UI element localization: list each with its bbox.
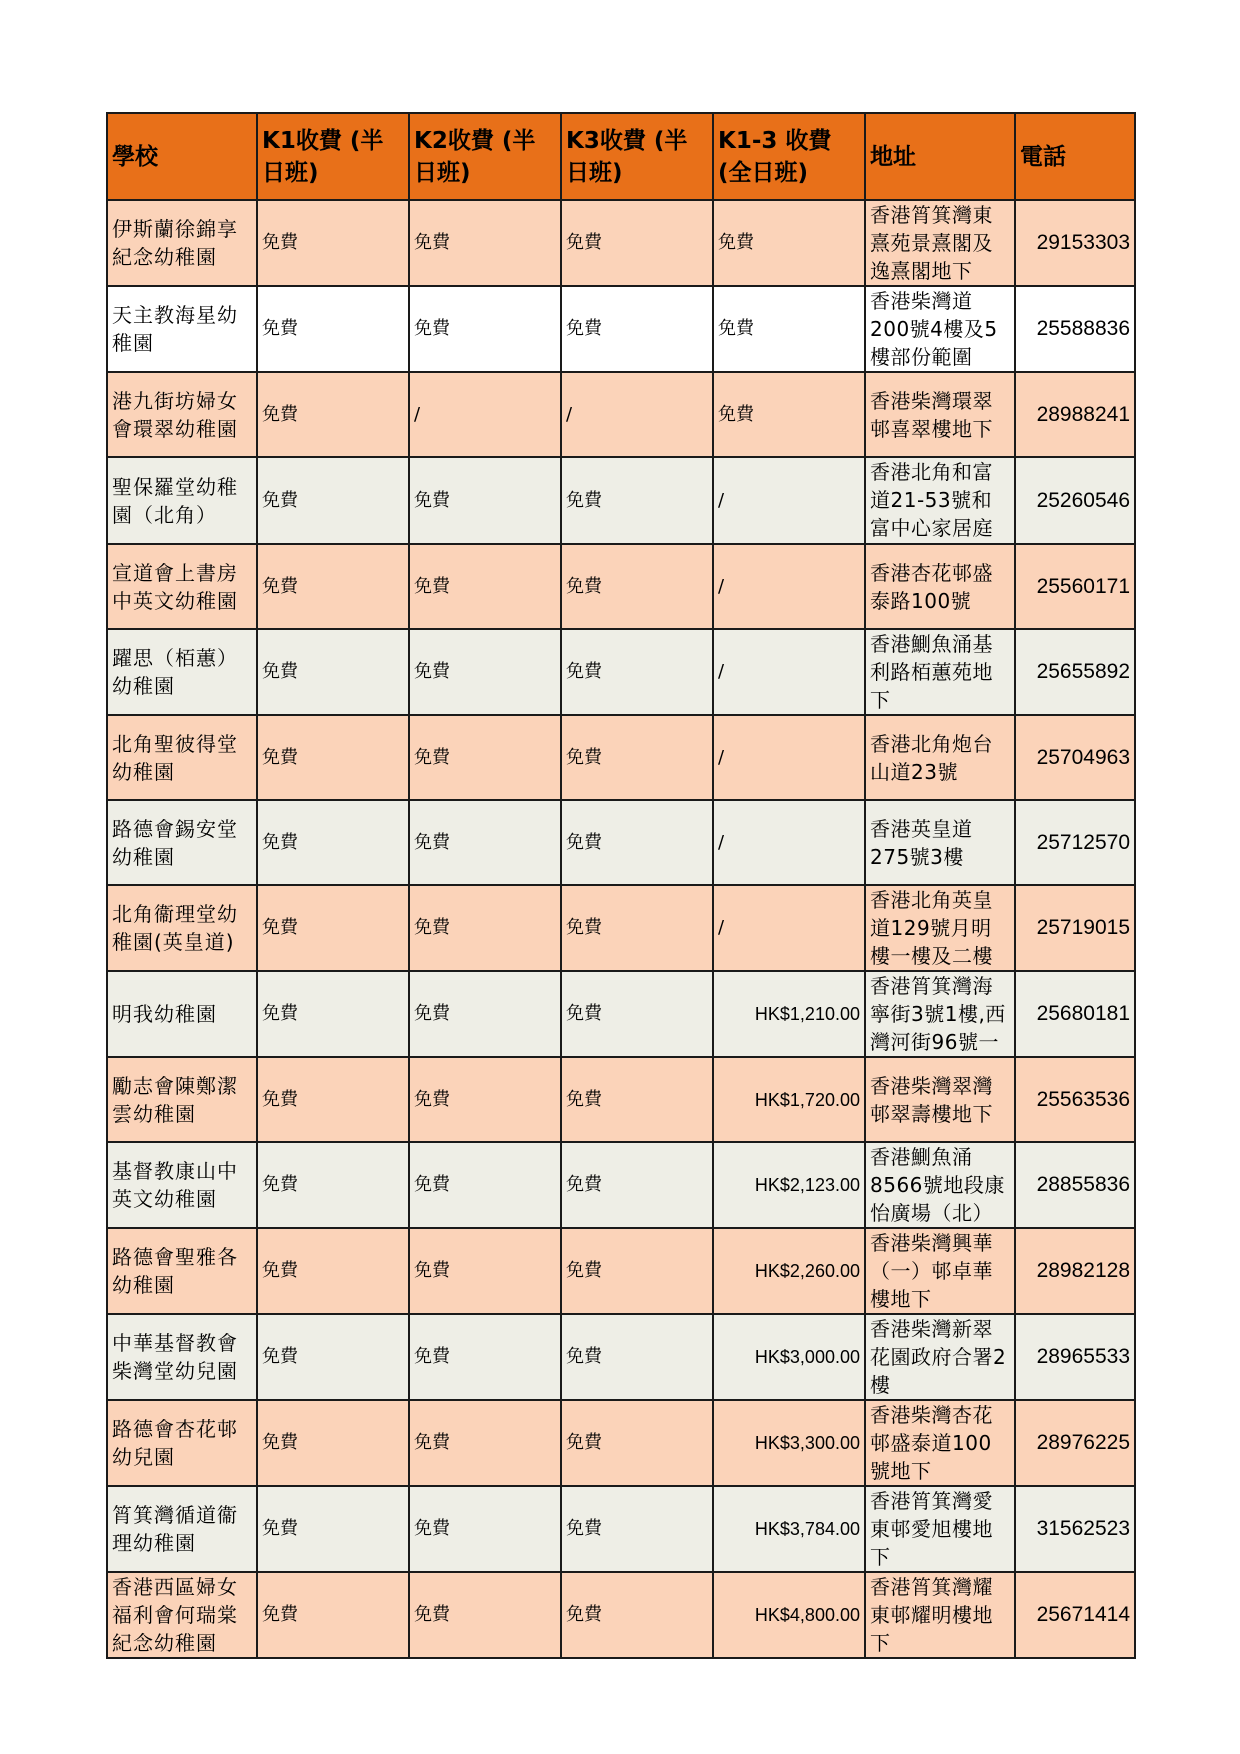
address-cell [865,800,1015,885]
header-address: 地址 [865,113,1015,200]
header-row [107,113,1135,200]
k3-fee-cell: 免費 [561,1400,713,1486]
k13-fee-cell: / [713,715,865,800]
k13-fee-cell: HK$1,720.00 [713,1057,865,1142]
phone-cell: 25260546 [1015,457,1135,544]
k1-fee-cell: 免費 [257,885,409,971]
phone-cell: 28982128 [1015,1228,1135,1314]
k3-fee-cell: 免費 [561,1142,713,1228]
k2-fee-cell: 免費 [409,286,561,372]
address-cell [865,1228,1015,1314]
phone-cell: 25719015 [1015,885,1135,971]
k1-fee-cell: 免費 [257,1228,409,1314]
address-text: 香港筲箕灣耀東邨耀明樓地下 [870,1575,993,1655]
school-name-cell: 伊斯蘭徐錦享紀念幼稚園 [107,200,257,286]
school-name-cell: 躍思（栢蕙）幼稚園 [107,629,257,715]
school-name-cell: 聖保羅堂幼稚園（北角） [107,457,257,544]
table-row [107,1400,1135,1486]
k13-fee-cell: 免費 [713,200,865,286]
k2-fee-cell: 免費 [409,715,561,800]
address-cell [865,457,1015,544]
k1-fee-cell: 免費 [257,1057,409,1142]
k1-fee-cell: 免費 [257,1400,409,1486]
k1-fee-cell: 免費 [257,457,409,544]
phone-cell: 28965533 [1015,1314,1135,1400]
k13-fee-cell: HK$1,210.00 [713,971,865,1057]
k2-fee-cell: 免費 [409,1572,561,1658]
address-text: 香港北角和富道21-53號和富中心家居庭 [870,460,993,540]
k13-fee-cell: 免費 [713,286,865,372]
address-cell [865,544,1015,629]
address-text: 香港柴灣新翠花園政府合署2樓 [870,1317,1007,1397]
kindergarten-fee-table [106,112,1136,1659]
k13-fee-cell: HK$2,123.00 [713,1142,865,1228]
k1-fee-cell: 免費 [257,971,409,1057]
k3-fee-cell: 免費 [561,1486,713,1572]
address-text: 香港北角炮台山道23號 [870,731,993,784]
k13-fee-cell: HK$3,300.00 [713,1400,865,1486]
table-row [107,629,1135,715]
k3-fee-cell: 免費 [561,629,713,715]
k1-fee-cell: 免費 [257,286,409,372]
table-row [107,1486,1135,1572]
address-text: 香港筲箕灣東熹苑景熹閣及逸熹閣地下 [870,203,993,283]
k3-fee-cell: 免費 [561,715,713,800]
phone-cell: 25563536 [1015,1057,1135,1142]
k1-fee-cell: 免費 [257,629,409,715]
k13-fee-cell: HK$3,000.00 [713,1314,865,1400]
phone-cell: 25560171 [1015,544,1135,629]
phone-cell: 25704963 [1015,715,1135,800]
address-text: 香港柴灣環翠邨喜翠樓地下 [870,388,993,441]
k1-fee-cell: 免費 [257,1314,409,1400]
k13-fee-cell: / [713,544,865,629]
table-row [107,1142,1135,1228]
header-school: 學校 [107,113,257,200]
table-header [107,113,1135,200]
k1-fee-cell: 免費 [257,1142,409,1228]
k3-fee-cell: 免費 [561,200,713,286]
phone-cell: 25712570 [1015,800,1135,885]
k2-fee-cell: 免費 [409,629,561,715]
header-k1-fee: K1收費 (半日班) [257,113,409,200]
table-body [107,200,1135,1658]
k13-fee-cell: / [713,457,865,544]
school-name-cell: 路德會聖雅各幼稚園 [107,1228,257,1314]
school-name-cell: 北角衞理堂幼稚園(英皇道) [107,885,257,971]
k13-fee-cell: / [713,800,865,885]
address-cell [865,715,1015,800]
k2-fee-cell: 免費 [409,1142,561,1228]
k3-fee-cell: 免費 [561,800,713,885]
k2-fee-cell: 免費 [409,1486,561,1572]
k2-fee-cell: 免費 [409,971,561,1057]
address-text: 香港杏花邨盛泰路100號 [870,560,993,613]
address-cell [865,286,1015,372]
k2-fee-cell: 免費 [409,544,561,629]
k13-fee-cell: 免費 [713,372,865,457]
k2-fee-cell: 免費 [409,1228,561,1314]
k2-fee-cell: 免費 [409,800,561,885]
address-text: 香港鰂魚涌基利路栢蕙苑地下 [870,632,993,712]
phone-cell: 25680181 [1015,971,1135,1057]
table-row [107,457,1135,544]
address-text: 香港筲箕灣海寧街3號1樓,西灣河街96號一 [870,974,1006,1054]
school-name-cell: 北角聖彼得堂幼稚園 [107,715,257,800]
k13-fee-cell: HK$2,260.00 [713,1228,865,1314]
k13-fee-cell: / [713,629,865,715]
table-row [107,800,1135,885]
phone-cell: 25655892 [1015,629,1135,715]
k13-fee-cell: HK$4,800.00 [713,1572,865,1658]
school-name-cell: 基督教康山中英文幼稚園 [107,1142,257,1228]
school-name-cell: 勵志會陳鄭潔雲幼稚園 [107,1057,257,1142]
header-phone: 電話 [1015,113,1135,200]
address-cell [865,372,1015,457]
k1-fee-cell: 免費 [257,800,409,885]
k3-fee-cell: 免費 [561,885,713,971]
school-name-cell: 明我幼稚園 [107,971,257,1057]
k1-fee-cell: 免費 [257,1572,409,1658]
school-name-cell: 宣道會上書房中英文幼稚園 [107,544,257,629]
school-name-cell: 港九街坊婦女會環翠幼稚園 [107,372,257,457]
header-k13-fee: K1-3 收費 (全日班) [713,113,865,200]
address-cell [865,971,1015,1057]
address-cell [865,885,1015,971]
k3-fee-cell: 免費 [561,1314,713,1400]
address-cell [865,1142,1015,1228]
k3-fee-cell: 免費 [561,544,713,629]
k1-fee-cell: 免費 [257,715,409,800]
k3-fee-cell: 免費 [561,286,713,372]
address-text: 香港柴灣翠灣邨翠壽樓地下 [870,1073,993,1126]
address-text: 香港柴灣杏花邨盛泰道100號地下 [870,1403,993,1483]
table-row [107,971,1135,1057]
school-name-cell: 路德會杏花邨幼兒園 [107,1400,257,1486]
address-cell [865,1314,1015,1400]
k2-fee-cell: 免費 [409,1314,561,1400]
k1-fee-cell: 免費 [257,372,409,457]
school-name-cell: 香港西區婦女福利會何瑞棠紀念幼稚園 [107,1572,257,1658]
phone-cell: 25671414 [1015,1572,1135,1658]
table-row [107,1057,1135,1142]
table-row [107,1572,1135,1658]
k2-fee-cell: 免費 [409,457,561,544]
k3-fee-cell: 免費 [561,1572,713,1658]
address-text: 香港筲箕灣愛東邨愛旭樓地下 [870,1489,993,1569]
header-k3-fee: K3收費 (半日班) [561,113,713,200]
k2-fee-cell: 免費 [409,1057,561,1142]
k2-fee-cell: / [409,372,561,457]
school-name-cell: 路德會錫安堂幼稚園 [107,800,257,885]
table-row [107,286,1135,372]
address-cell [865,629,1015,715]
phone-cell: 28976225 [1015,1400,1135,1486]
address-text: 香港柴灣興華（一）邨卓華樓地下 [870,1231,993,1311]
address-cell [865,1572,1015,1658]
address-cell [865,1400,1015,1486]
phone-cell: 29153303 [1015,200,1135,286]
address-text: 香港柴灣道200號4樓及5樓部份範圍 [870,289,998,369]
k2-fee-cell: 免費 [409,200,561,286]
k3-fee-cell: 免費 [561,457,713,544]
table-row [107,544,1135,629]
address-cell [865,1057,1015,1142]
address-text: 香港英皇道275號3樓 [870,816,973,869]
k1-fee-cell: 免費 [257,544,409,629]
k1-fee-cell: 免費 [257,200,409,286]
phone-cell: 28855836 [1015,1142,1135,1228]
phone-cell: 28988241 [1015,372,1135,457]
table-row [107,1314,1135,1400]
header-k2-fee: K2收費 (半日班) [409,113,561,200]
school-name-cell: 天主教海星幼稚園 [107,286,257,372]
address-cell [865,1486,1015,1572]
table-row [107,372,1135,457]
table-row [107,715,1135,800]
k13-fee-cell: HK$3,784.00 [713,1486,865,1572]
k3-fee-cell: / [561,372,713,457]
address-text: 香港鰂魚涌8566號地段康怡廣場（北） [870,1145,1005,1225]
school-name-cell: 中華基督教會柴灣堂幼兒園 [107,1314,257,1400]
address-text: 香港北角英皇道129號月明樓一樓及二樓 [870,888,993,968]
table-row [107,200,1135,286]
k1-fee-cell: 免費 [257,1486,409,1572]
k2-fee-cell: 免費 [409,885,561,971]
k3-fee-cell: 免費 [561,971,713,1057]
k13-fee-cell: / [713,885,865,971]
address-cell [865,200,1015,286]
phone-cell: 31562523 [1015,1486,1135,1572]
k2-fee-cell: 免費 [409,1400,561,1486]
phone-cell: 25588836 [1015,286,1135,372]
k3-fee-cell: 免費 [561,1228,713,1314]
school-name-cell: 筲箕灣循道衞理幼稚園 [107,1486,257,1572]
table-row [107,885,1135,971]
table-row [107,1228,1135,1314]
k3-fee-cell: 免費 [561,1057,713,1142]
